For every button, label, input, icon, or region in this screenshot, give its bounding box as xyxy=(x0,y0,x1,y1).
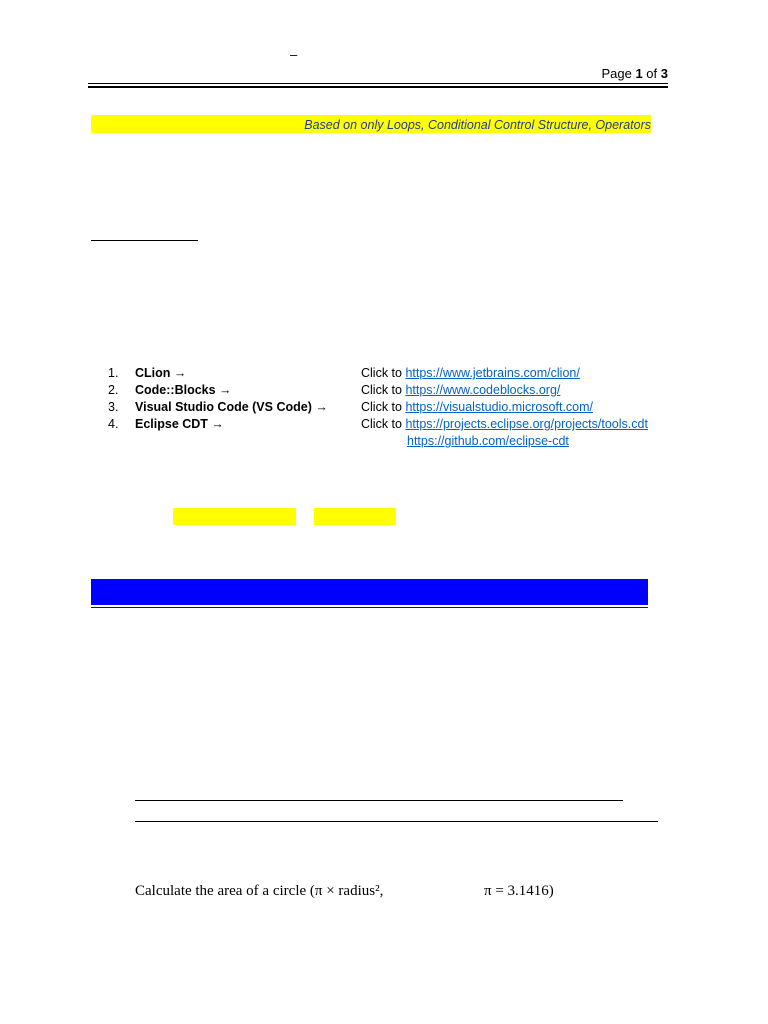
question-pi-value: π = 3.1416) xyxy=(484,883,554,899)
page-total: 3 xyxy=(660,66,668,81)
answer-line xyxy=(135,800,623,801)
ide-item xyxy=(108,365,348,382)
page-prefix: Page xyxy=(601,66,636,81)
ide-name: Visual Studio Code (VS Code) xyxy=(135,400,312,414)
vscode-link[interactable]: https://visualstudio.microsoft.com/ xyxy=(405,400,594,414)
question-text: Calculate the area of a circle (π × radius², xyxy=(135,883,384,899)
eclipse-github-link[interactable]: https://github.com/eclipse-cdt xyxy=(407,434,569,448)
header-rule xyxy=(88,83,668,84)
section-banner-rule xyxy=(91,607,648,608)
ide-list xyxy=(108,365,348,433)
link-item xyxy=(361,416,691,433)
ide-item xyxy=(108,399,348,416)
link-item xyxy=(361,365,691,382)
clion-link[interactable]: https://www.jetbrains.com/clion/ xyxy=(405,366,580,380)
eclipse-cdt-link[interactable]: https://projects.eclipse.org/projects/tools.cdt xyxy=(405,417,648,431)
list-number: 2. xyxy=(108,383,119,397)
link-list xyxy=(361,365,691,450)
link-item xyxy=(361,382,691,399)
link-item xyxy=(361,399,691,416)
highlight-box xyxy=(173,508,296,525)
link-item xyxy=(361,433,691,450)
ide-name: Code::Blocks xyxy=(135,383,216,397)
ide-name: Eclipse CDT xyxy=(135,417,208,431)
header-dash: – xyxy=(290,47,298,62)
highlight-box xyxy=(314,508,396,525)
page-indicator xyxy=(601,66,668,82)
heading-underline xyxy=(91,240,198,241)
header-rule-thick xyxy=(88,86,668,88)
arrow-icon: → xyxy=(215,383,232,397)
link-prefix: Click to xyxy=(361,417,406,431)
list-number: 3. xyxy=(108,400,119,414)
page-current: 1 xyxy=(635,66,643,81)
link-prefix: Click to xyxy=(361,383,406,397)
ide-name: CLion xyxy=(135,366,171,380)
arrow-icon: → xyxy=(311,400,328,414)
answer-line xyxy=(135,821,658,822)
page-of: of xyxy=(642,66,661,81)
ide-item xyxy=(108,382,348,399)
link-prefix: Click to xyxy=(361,366,406,380)
banner-text: Based on only Loops, Conditional Control Structure, Operators xyxy=(304,118,651,132)
link-prefix: Click to xyxy=(361,400,406,414)
codeblocks-link[interactable]: https://www.codeblocks.org/ xyxy=(405,383,561,397)
list-number: 4. xyxy=(108,417,119,431)
ide-item xyxy=(108,416,348,433)
section-banner xyxy=(91,579,648,605)
list-number: 1. xyxy=(108,366,119,380)
arrow-icon: → xyxy=(170,366,187,380)
arrow-icon: → xyxy=(207,417,224,431)
